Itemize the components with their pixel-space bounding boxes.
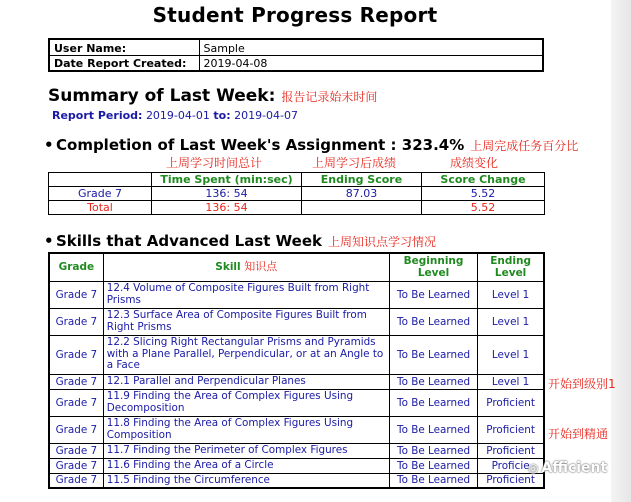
skills-heading-block: [44, 232, 436, 250]
skills-header-ending: [478, 253, 544, 281]
report-period-to: to:: [213, 109, 231, 122]
skill-beginning-level: To Be Learned: [389, 416, 477, 443]
skill-ending-level: Proficient: [478, 389, 544, 416]
summary-heading-block: [48, 86, 377, 106]
skill-grade: Grade 7: [49, 335, 103, 374]
report-period: [52, 109, 298, 122]
skills-header-skill-annotation: 知识点: [244, 260, 278, 274]
completion-row-grade: [49, 187, 545, 201]
skill-row: [49, 416, 544, 443]
completion-cell: 87.03: [302, 187, 422, 201]
user-name-label: User Name:: [49, 39, 199, 55]
skill-ending-level: Level 1: [478, 281, 544, 308]
skills-bullet: •: [44, 232, 54, 250]
report-period-end: 2019-04-07: [234, 109, 299, 122]
skill-grade: Grade 7: [49, 308, 103, 335]
annotation-start-to-proficient: 开始到精通: [548, 427, 609, 441]
user-name-row: [49, 39, 543, 55]
completion-heading-block: [44, 136, 578, 154]
skill-beginning-level: To Be Learned: [389, 458, 477, 473]
summary-heading: Summary of Last Week:: [48, 86, 276, 106]
skill-beginning-level: To Be Learned: [389, 473, 477, 488]
skill-name: 11.5 Finding the Circumference: [103, 473, 389, 488]
date-created-row: [49, 55, 543, 71]
watermark-chat-icon: ◎: [528, 461, 539, 475]
skills-heading: Skills that Advanced Last Week: [56, 232, 323, 250]
annotation-score-change: 成绩变化: [450, 156, 499, 170]
watermark-text: Afficient: [541, 460, 608, 476]
skill-grade: Grade 7: [49, 416, 103, 443]
skills-header-row: [49, 253, 544, 281]
date-created-value: 2019-04-08: [199, 55, 543, 71]
skill-ending-level: Level 1: [478, 308, 544, 335]
skill-row: [49, 335, 544, 374]
skill-row: [49, 389, 544, 416]
skill-row: [49, 443, 544, 458]
completion-header-time: Time Spent (min:sec): [152, 173, 302, 187]
completion-header-blank: [49, 173, 152, 187]
watermark-logo: [528, 460, 607, 476]
skill-grade: Grade 7: [49, 374, 103, 389]
skill-grade: Grade 7: [49, 473, 103, 488]
skills-header-ending-1: Ending: [490, 255, 531, 268]
skills-header-skill-label: Skill: [215, 261, 241, 274]
skill-ending-level: Level 1: [478, 374, 544, 389]
completion-bullet: •: [44, 136, 54, 154]
skill-grade: Grade 7: [49, 458, 103, 473]
skill-ending-level: Proficient: [478, 473, 544, 488]
skill-name: 11.6 Finding the Area of a Circle: [103, 458, 389, 473]
completion-table: [48, 172, 545, 215]
completion-annotation: 上周完成任务百分比: [470, 139, 579, 153]
skill-name: 12.1 Parallel and Perpendicular Planes: [103, 374, 389, 389]
skills-header-beginning-1: Beginning: [403, 255, 464, 268]
skill-row: [49, 473, 544, 488]
skill-row: [49, 308, 544, 335]
report-period-label: Report Period:: [52, 109, 143, 122]
skill-name: 12.2 Slicing Right Rectangular Prisms and Pyramids with a Plane Parallel, Perpendicular, or at an Angle to a Face: [103, 335, 389, 374]
skill-beginning-level: To Be Learned: [389, 443, 477, 458]
skill-row: [49, 374, 544, 389]
skills-header-beginning: [389, 253, 477, 281]
user-info-table: [48, 38, 544, 72]
skill-beginning-level: To Be Learned: [389, 335, 477, 374]
skill-grade: Grade 7: [49, 389, 103, 416]
skill-ending-level: Level 1: [478, 335, 544, 374]
skills-header-beginning-2: Level: [417, 267, 450, 280]
completion-header-score: Ending Score: [302, 173, 422, 187]
skill-name: 12.3 Surface Area of Composite Figures Built from Right Prisms: [103, 308, 389, 335]
completion-row-total: [49, 201, 545, 215]
skill-beginning-level: To Be Learned: [389, 374, 477, 389]
annotation-start-to-level1: 开始到级别1: [548, 377, 616, 391]
skills-header-ending-2: Level: [494, 267, 527, 280]
completion-cell: 136: 54: [152, 201, 302, 215]
skill-beginning-level: To Be Learned: [389, 308, 477, 335]
report-title: Student Progress Report: [152, 3, 438, 27]
annotation-time-spent: 上周学习时间总计: [166, 156, 263, 170]
completion-cell: 5.52: [422, 201, 545, 215]
annotation-ending-score: 上周学习后成绩: [312, 156, 397, 170]
completion-cell: Grade 7: [49, 187, 152, 201]
skill-row: [49, 458, 544, 473]
date-created-label: Date Report Created:: [49, 55, 199, 71]
skill-beginning-level: To Be Learned: [389, 389, 477, 416]
completion-cell: 136: 54: [152, 187, 302, 201]
completion-cell: 5.52: [422, 187, 545, 201]
skill-beginning-level: To Be Learned: [389, 281, 477, 308]
page-edge-shadow: [611, 0, 631, 502]
skill-ending-level: Proficient: [478, 443, 544, 458]
skill-grade: Grade 7: [49, 281, 103, 308]
skills-annotation: 上周知识点学习情况: [328, 235, 437, 249]
skill-ending-level: Proficient: [478, 416, 544, 443]
completion-header-change: Score Change: [422, 173, 545, 187]
skill-ending-level: Proficie: [478, 458, 544, 473]
skill-name: 11.9 Finding the Area of Complex Figures Using Decomposition: [103, 389, 389, 416]
completion-header-row: [49, 173, 545, 187]
skill-name: 11.8 Finding the Area of Complex Figures Using Composition: [103, 416, 389, 443]
completion-heading: Completion of Last Week's Assignment : 323.4%: [56, 136, 465, 154]
user-name-value: Sample: [199, 39, 543, 55]
report-period-start: 2019-04-01: [145, 109, 210, 122]
skill-name: 11.7 Finding the Perimeter of Complex Figures: [103, 443, 389, 458]
skills-table: [48, 252, 545, 489]
completion-cell: Total: [49, 201, 152, 215]
skills-header-grade: Grade: [49, 253, 103, 281]
summary-annotation: 报告记录始末时间: [281, 90, 378, 104]
completion-cell: [302, 201, 422, 215]
skill-row: [49, 281, 544, 308]
skill-grade: Grade 7: [49, 443, 103, 458]
skills-header-skill: [103, 253, 389, 281]
skill-name: 12.4 Volume of Composite Figures Built from Right Prisms: [103, 281, 389, 308]
